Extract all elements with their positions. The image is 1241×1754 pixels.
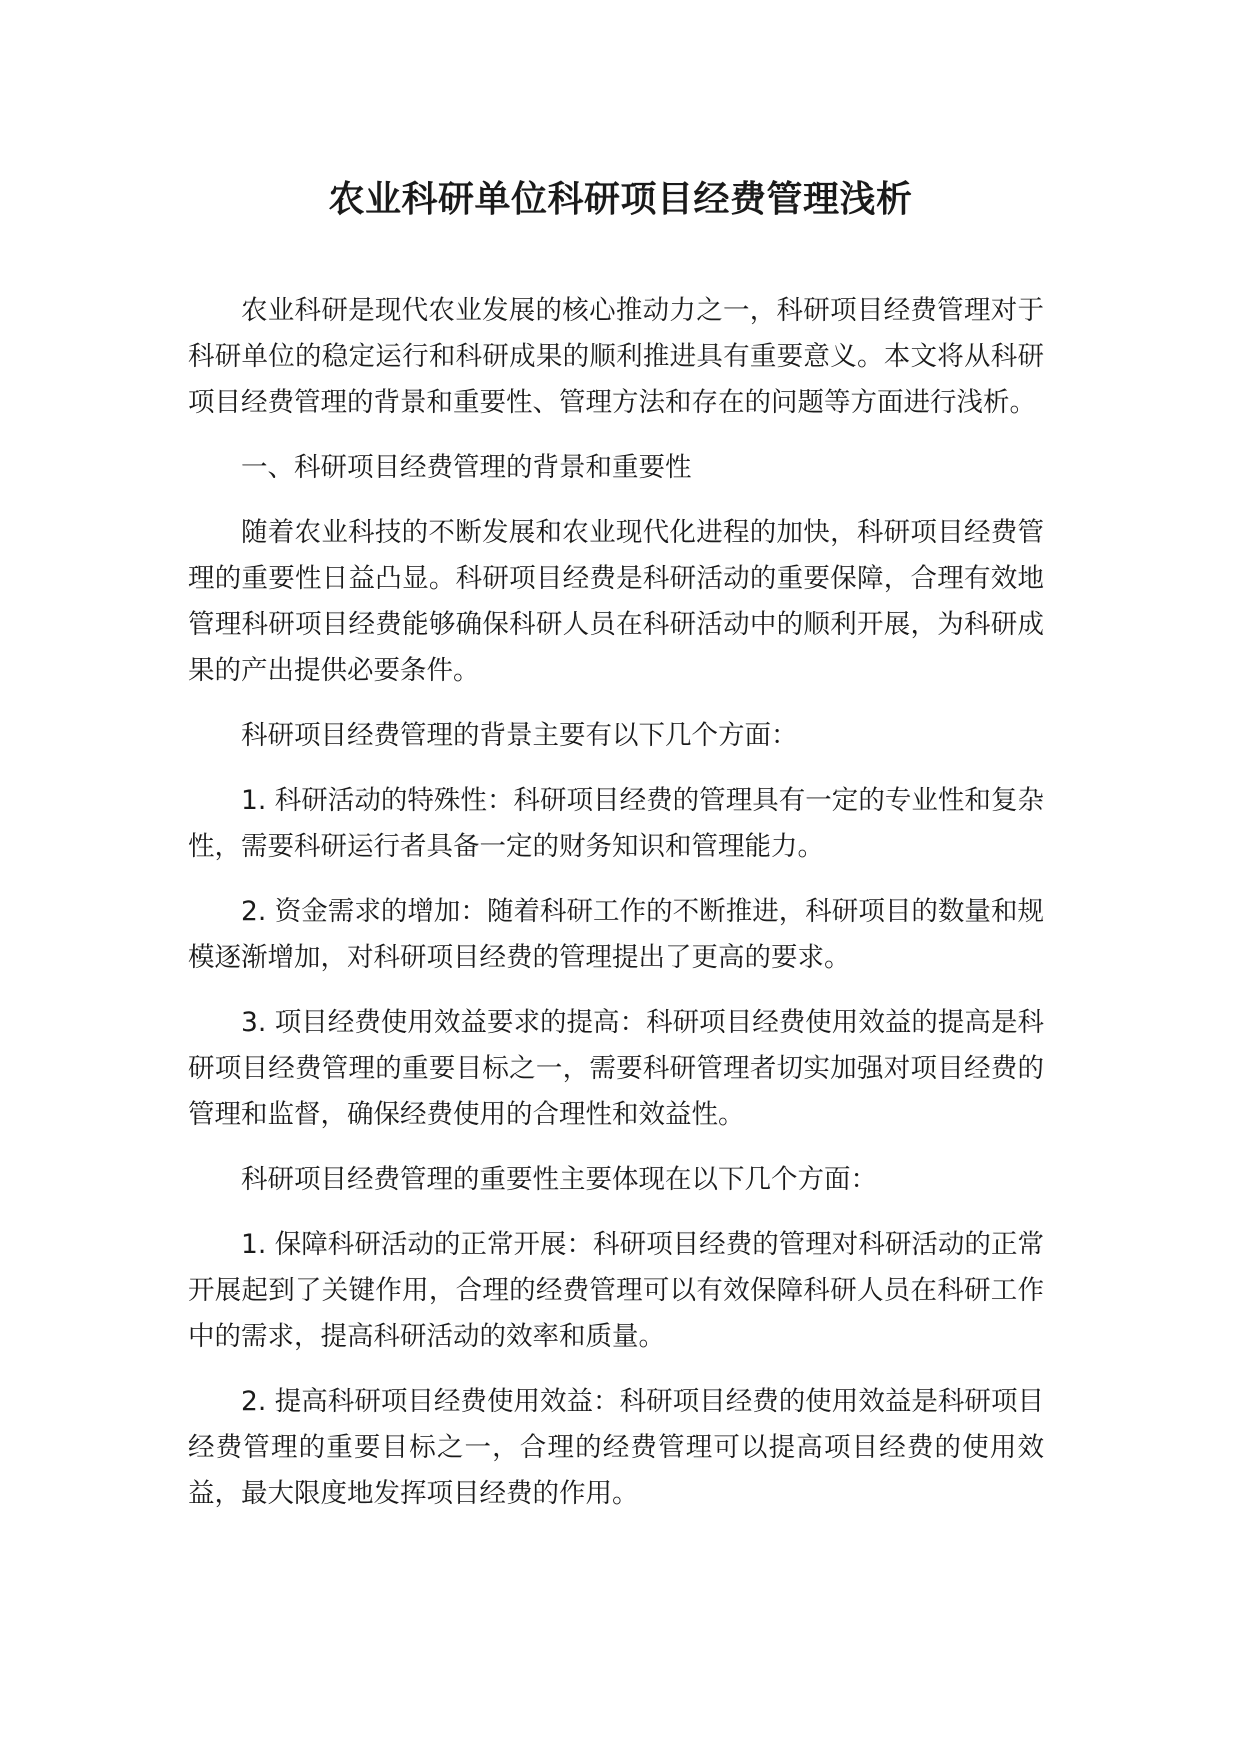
list-item-background-3: 3. 项目经费使用效益要求的提高：科研项目经费使用效益的提高是科研项目经费管理的重要目标之一，需要科研管理者切实加强对项目经费的管理和监督，确保经费使用的合理性和效益性。	[188, 1007, 1044, 1130]
paragraph-background: 随着农业科技的不断发展和农业现代化进程的加快，科研项目经费管理的重要性日益凸显。科研项目经费是科研活动的重要保障，合理有效地管理科研项目经费能够确保科研人员在科研活动中的顺利开展，为科研成果的产出提供必要条件。	[188, 517, 1044, 686]
paragraph-importance-lead: 科研项目经费管理的重要性主要体现在以下几个方面：	[241, 1164, 877, 1195]
paragraph-background-lead: 科研项目经费管理的背景主要有以下几个方面：	[241, 720, 798, 751]
list-item-importance-1: 1. 保障科研活动的正常开展：科研项目经费的管理对科研活动的正常开展起到了关键作用，合理的经费管理可以有效保障科研人员在科研工作中的需求，提高科研活动的效率和质量。	[188, 1229, 1044, 1352]
paragraph-intro: 农业科研是现代农业发展的核心推动力之一，科研项目经费管理对于科研单位的稳定运行和科研成果的顺利推进具有重要意义。本文将从科研项目经费管理的背景和重要性、管理方法和存在的问题等方面进行浅析。	[188, 295, 1044, 418]
document-body	[188, 288, 1044, 1536]
list-item-importance-2: 2. 提高科研项目经费使用效益：科研项目经费的使用效益是科研项目经费管理的重要目标之一，合理的经费管理可以提高项目经费的使用效益，最大限度地发挥项目经费的作用。	[188, 1386, 1044, 1509]
section-heading-1: 一、科研项目经费管理的背景和重要性	[241, 452, 692, 483]
list-item-background-1: 1. 科研活动的特殊性：科研项目经费的管理具有一定的专业性和复杂性，需要科研运行者具备一定的财务知识和管理能力。	[188, 785, 1044, 862]
document-title: 农业科研单位科研项目经费管理浅析	[328, 179, 913, 220]
list-item-background-2: 2. 资金需求的增加：随着科研工作的不断推进，科研项目的数量和规模逐渐增加，对科研项目经费的管理提出了更高的要求。	[188, 896, 1044, 973]
